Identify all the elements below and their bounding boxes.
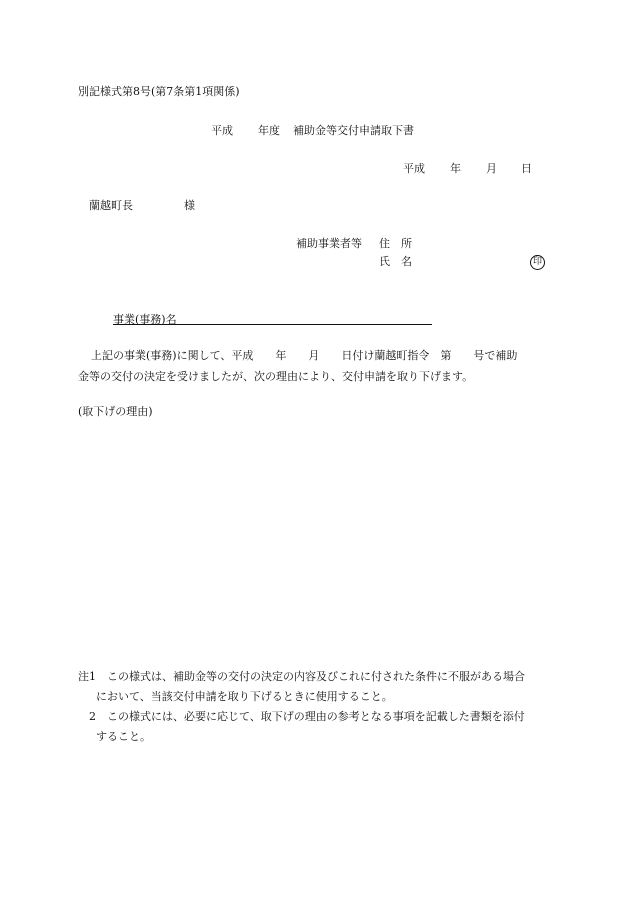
date-year: 年 — [450, 162, 461, 175]
reason-label: (取下げの理由) — [78, 405, 153, 418]
name-label: 氏 名 — [379, 255, 412, 268]
applicant-label: 補助事業者等 — [296, 237, 362, 250]
address-label: 住 所 — [379, 237, 412, 250]
form-label: 別記様式第8号(第7条第1項関係) — [78, 85, 240, 98]
project-name-label: 事業(事務)名 — [113, 313, 177, 326]
addressee-honorific: 様 — [184, 199, 195, 212]
note-1-prefix: 注1 — [78, 670, 96, 683]
note-2-prefix: 2 — [89, 710, 96, 723]
addressee-name: 蘭越町長 — [89, 199, 133, 212]
date-month: 月 — [486, 162, 497, 175]
note-2-line-2: すること。 — [96, 730, 151, 743]
date-day: 日 — [521, 162, 532, 175]
date-era: 平成 — [403, 162, 425, 175]
body-line-1: 上記の事業(事務)に関して、平成 年 月 日付け蘭越町指令 第 号で補助 — [91, 349, 518, 362]
document-title-year: 年度 — [258, 124, 280, 137]
document-title: 補助金等交付申請取下書 — [293, 124, 414, 137]
note-2-line-1: この様式には、必要に応じて、取下げの理由の参考となる事項を記載した書類を添付 — [107, 710, 525, 723]
seal-mark: 印 — [530, 255, 545, 270]
document-title-era: 平成 — [211, 124, 233, 137]
note-1-line-2: において、当該交付申請を取り下げるときに使用すること。 — [96, 690, 393, 703]
note-1-line-1: この様式は、補助金等の交付の決定の内容及びこれに付された条件に不服がある場合 — [107, 670, 525, 683]
body-line-2: 金等の交付の決定を受けましたが、次の理由により、交付申請を取り下げます。 — [78, 370, 474, 383]
project-name-underline — [113, 323, 432, 325]
